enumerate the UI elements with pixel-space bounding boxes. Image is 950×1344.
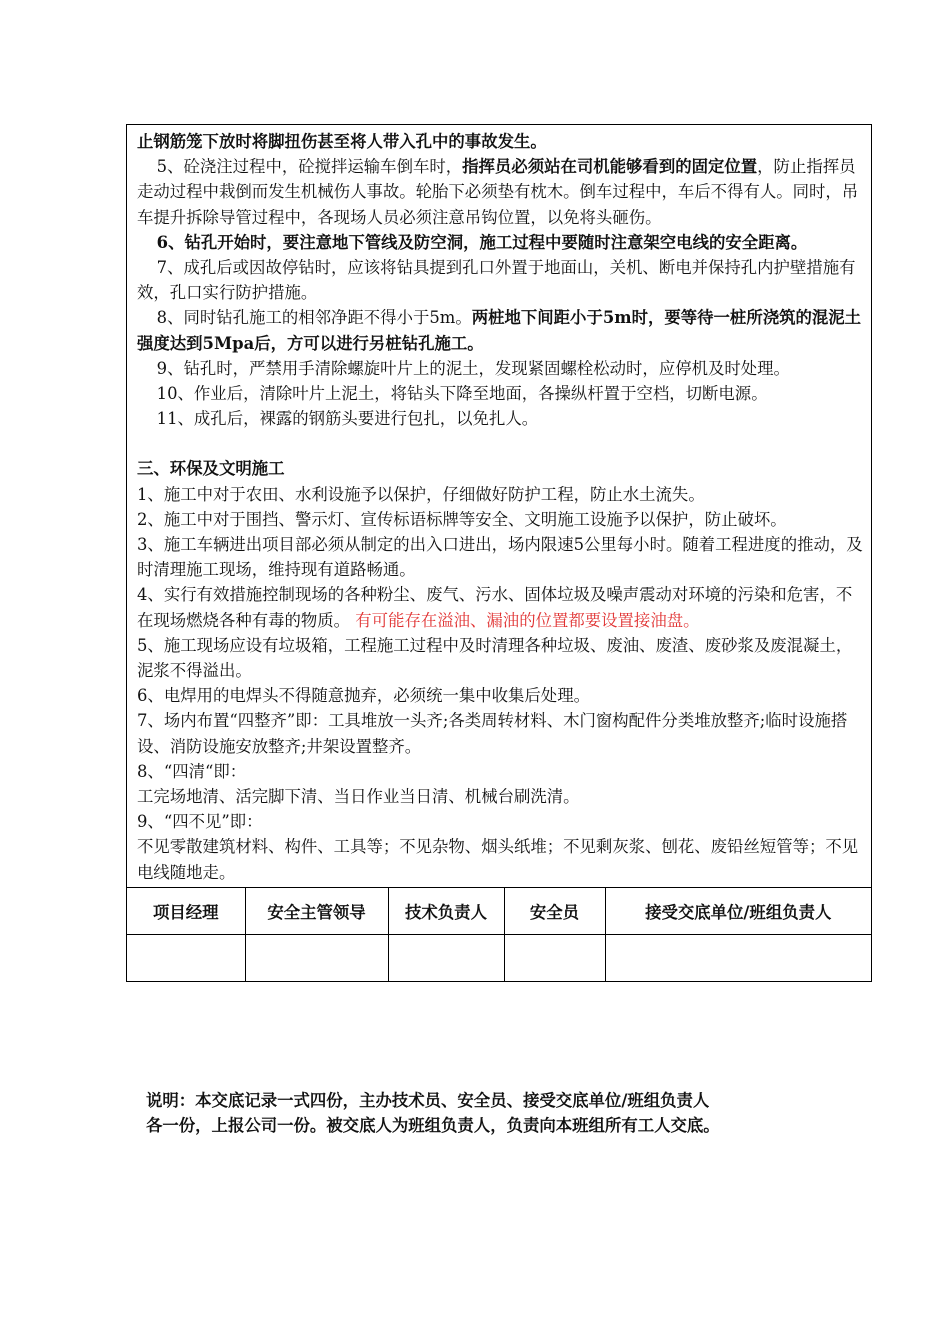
signature-cell-technical-lead[interactable]	[388, 934, 504, 981]
section-3-item-1: 1、施工中对于农田、水利设施予以保护，仔细做好防护工程，防止水土流失。	[137, 484, 705, 504]
item-5-text-bold: 指挥员必须站在司机能够看到的固定位置	[462, 157, 758, 177]
item-5	[137, 154, 863, 230]
header-safety-supervisor: 安全主管领导	[245, 887, 388, 934]
section-3-item-4-highlight: 有可能存在溢油、漏油的位置都要设置接油盘。	[355, 610, 700, 630]
item-7: 7、成孔后或因故停钻时，应该将钻具提到孔口外置于地面山，关机、断电并保持孔内护壁措施有效，孔口实行防护措施。	[137, 258, 856, 303]
header-technical-lead: 技术负责人	[388, 887, 504, 934]
item-6: 6、钻孔开始时，要注意地下管线及防空洞，施工过程中要随时注意架空电线的安全距离。	[156, 232, 808, 252]
signature-cell-safety-supervisor[interactable]	[245, 934, 388, 981]
signature-blank-row	[127, 934, 871, 981]
section-3-item-4	[137, 582, 863, 632]
header-receiving-unit: 接受交底单位/班组负责人	[605, 887, 871, 934]
item-10: 10、作业后，清除叶片上泥土，将钻头下降至地面，各操纵杆置于空档，切断电源。	[156, 384, 768, 404]
section-3-item-8-detail: 工完场地清、活完脚下清、当日作业当日清、机械台刷洗清。	[137, 787, 580, 807]
note-line-1: 说明：本交底记录一式四份，主办技术员、安全员、接受交底单位/班组负责人	[146, 1091, 710, 1110]
header-safety-officer: 安全员	[504, 887, 605, 934]
disclosure-sheet	[126, 124, 872, 982]
note-line-2: 各一份，上报公司一份。被交底人为班组负责人，负责向本班组所有工人交底。	[146, 1116, 720, 1135]
section-3-item-6: 6、电焊用的电焊头不得随意抛弃，必须统一集中收集后处理。	[137, 686, 590, 706]
section-3-item-8: 8、“四清“即：	[137, 761, 247, 781]
item-8-text-bold: 两桩地下间距小于5m时，要等待一桩所浇筑的混泥土强度达到5Mpa后，方可以进行另桩钻孔施工。	[137, 308, 862, 353]
signature-cell-receiving-unit[interactable]	[605, 934, 871, 981]
header-project-manager: 项目经理	[127, 887, 245, 934]
signature-cell-safety-officer[interactable]	[504, 934, 605, 981]
section-3-item-5: 5、施工现场应设有垃圾箱，工程施工过程中及时清理各种垃圾、废油、废渣、废砂浆及废混凝土，泥浆不得溢出。	[137, 635, 853, 681]
item-8	[137, 305, 863, 355]
section-3-title: 三、环保及文明施工	[137, 459, 285, 479]
document-body	[127, 125, 871, 887]
section-3-item-9: 9、“四不见”即：	[137, 812, 263, 832]
section-3-item-7: 7、场内布置“四整齐”即：工具堆放一头齐;各类周转材料、木门窗构配件分类堆放整齐;临时设施搭设、消防设施安放整齐;井架设置整齐。	[137, 711, 848, 756]
item-8-text-a: 8、同时钻孔施工的相邻净距不得小于5m。	[156, 308, 472, 328]
section-3-item-4-text: 4、实行有效措施控制现场的各种粉尘、废气、污水、固体垃圾及噪声震动对环境的污染和危害，不在现场燃烧各种有毒的物质。	[137, 585, 853, 630]
signature-cell-project-manager[interactable]	[127, 934, 245, 981]
item-5-text-c: ，防止指挥员走动过程中栽倒而发生机械伤人事故。轮胎下必须垫有枕木。倒车过程中，车后不得有人。同时，吊车提升拆除导管过程中，各现场人员必须注意吊钩位置，以免将头砸伤。	[137, 157, 859, 227]
section-3-item-9-detail: 不见零散建筑材料、构件、工具等；不见杂物、烟头纸堆；不见剩灰浆、刨花、废铅丝短管等；不见电线随地走。	[137, 837, 859, 882]
explanation-note	[146, 1088, 846, 1138]
item-9: 9、钻孔时，严禁用手清除螺旋叶片上的泥土，发现紧固螺栓松动时，应停机及时处理。	[156, 358, 790, 378]
signature-header-row	[127, 887, 871, 934]
spacer	[137, 431, 863, 456]
signature-table	[127, 887, 871, 981]
section-3-item-3: 3、施工车辆进出项目部必须从制定的出入口进出，场内限速5公里每小时。随着工程进度的推动，及时清理施工现场，维持现有道路畅通。	[137, 535, 863, 580]
item-11: 11、成孔后，裸露的钢筋头要进行包扎，以免扎人。	[156, 409, 539, 429]
paragraph-continuation: 止钢筋笼下放时将脚扭伤甚至将人带入孔中的事故发生。	[137, 132, 547, 151]
section-3-item-2: 2、施工中对于围挡、警示灯、宣传标语标牌等安全、文明施工设施予以保护，防止破坏。	[137, 509, 787, 529]
item-5-text-a: 5、砼浇注过程中，砼搅拌运输车倒车时，	[156, 157, 463, 177]
